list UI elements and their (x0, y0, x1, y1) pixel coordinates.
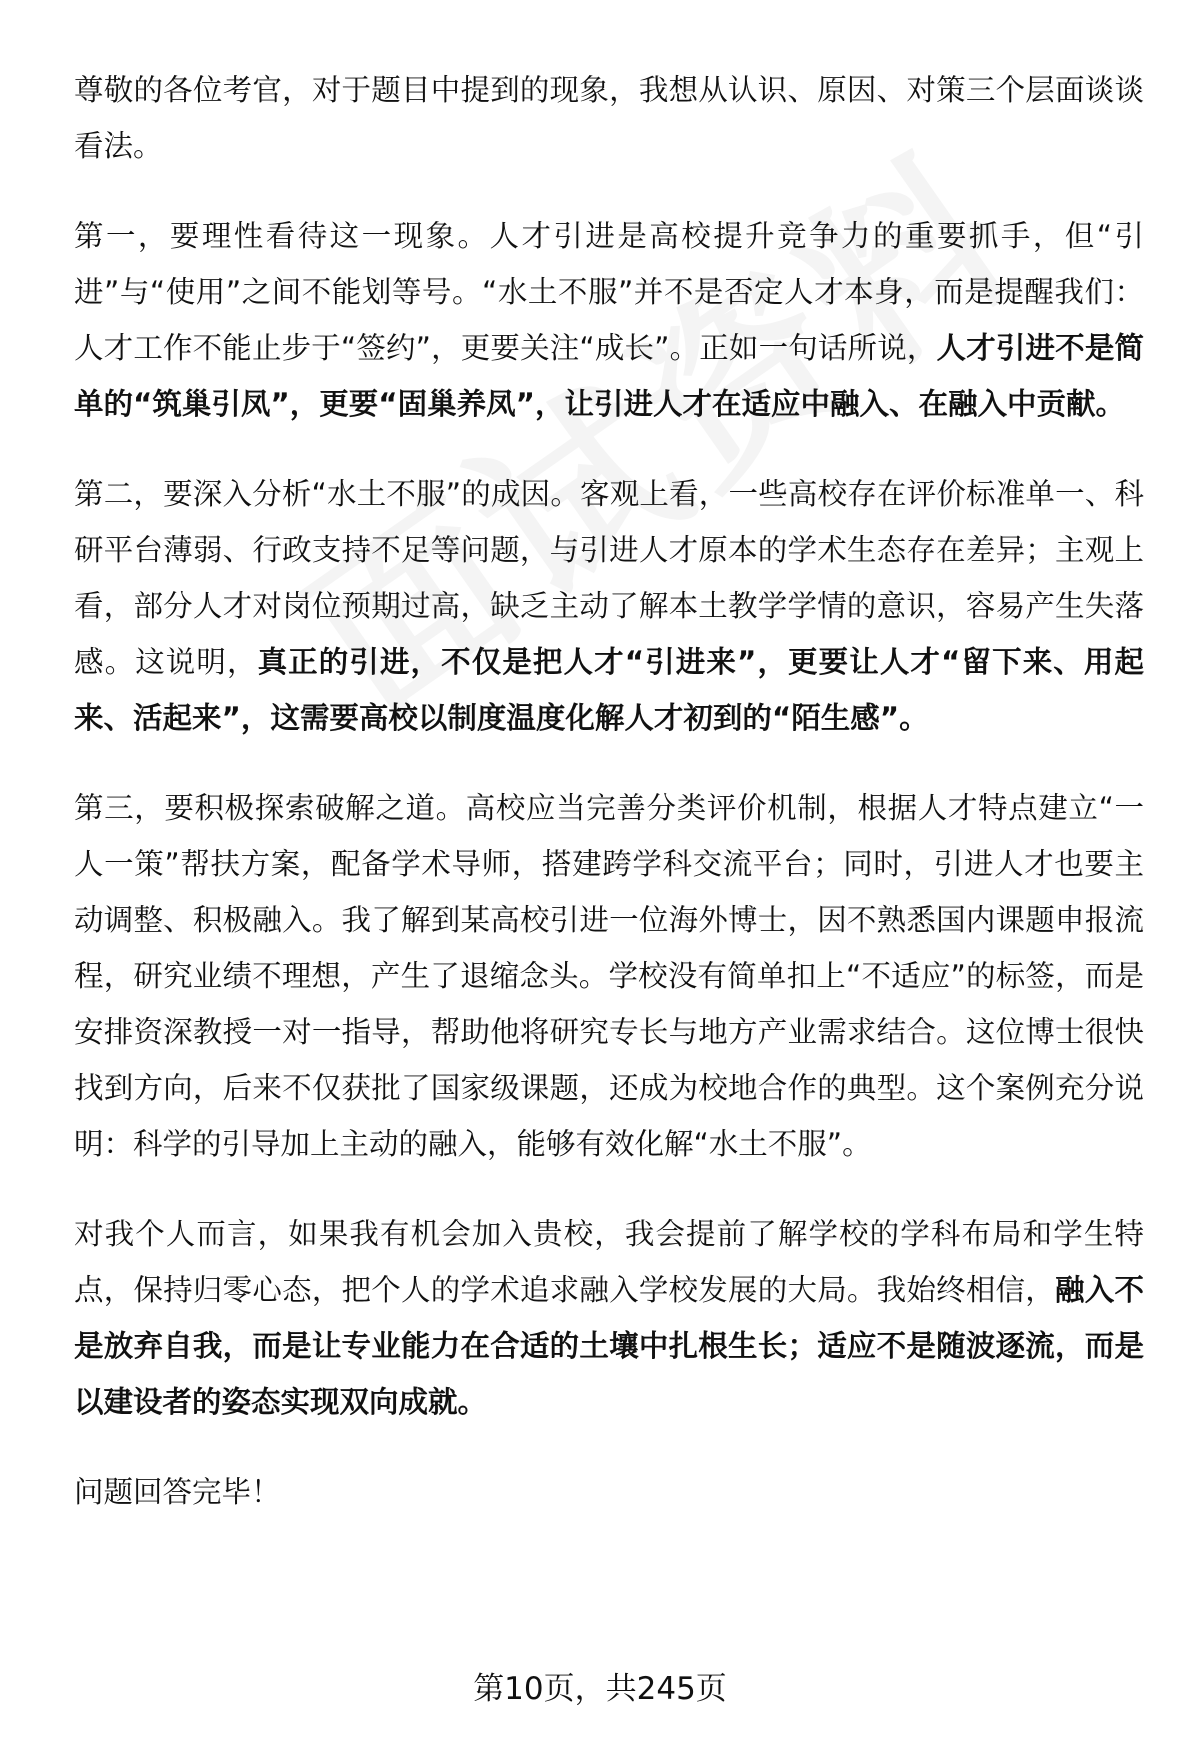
document-body (74, 62, 1144, 1554)
paragraph-text: 第三，要积极探索破解之道。高校应当完善分类评价机制，根据人才特点建立“一人一策”帮扶方案，配备学术导师，搭建跨学科交流平台；同时，引进人才也要主动调整、积极融入。我了解到某高校引进一位海外博士，因不熟悉国内课题申报流程，研究业绩不理想，产生了退缩念头。学校没有简单扣上“不适应”的标签，而是安排资深教授一对一指导，帮助他将研究专长与地方产业需求结合。这位博士很快找到方向，后来不仅获批了国家级课题，还成为校地合作的典型。这个案例充分说明：科学的引导加上主动的融入，能够有效化解“水土不服”。 (74, 791, 1144, 1161)
paragraph-bold-text: 人才引进不是简单的“筑巢引凤”，更要“固巢养凤”，让引进人才在适应中融入、在融入中贡献。 (74, 331, 1144, 421)
paragraph-text: 第一，要理性看待这一现象。人才引进是高校提升竞争力的重要抓手，但“引进”与“使用”之间不能划等号。“水土不服”并不是否定人才本身，而是提醒我们：人才工作不能止步于“签约”，更要关注“成长”。正如一句话所说， (74, 219, 1144, 365)
paragraph-text: 问题回答完毕！ (74, 1475, 281, 1509)
paragraph-intro (74, 62, 1144, 174)
page-number-footer: 第10页，共245页 (473, 1671, 727, 1707)
paragraph-text: 尊敬的各位考官，对于题目中提到的现象，我想从认识、原因、对策三个层面谈谈看法。 (74, 73, 1144, 163)
paragraph-personal (74, 1206, 1144, 1430)
paragraph-third-point (74, 780, 1144, 1172)
paragraph-text: 对我个人而言，如果我有机会加入贵校，我会提前了解学校的学科布局和学生特点，保持归零心态，把个人的学术追求融入学校发展的大局。我始终相信， (74, 1217, 1144, 1307)
paragraph-first-point (74, 208, 1144, 432)
paragraph-text: 第二，要深入分析“水土不服”的成因。客观上看，一些高校存在评价标准单一、科研平台薄弱、行政支持不足等问题，与引进人才原本的学术生态存在差异；主观上看，部分人才对岗位预期过高，缺乏主动了解本土教学学情的意识，容易产生失落感。这说明， (74, 477, 1144, 679)
paragraph-bold-text: 真正的引进，不仅是把人才“引进来”，更要让人才“留下来、用起来、活起来”，这需要高校以制度温度化解人才初到的“陌生感”。 (74, 645, 1144, 735)
paragraph-bold-text: 融入不是放弃自我，而是让专业能力在合适的土壤中扎根生长；适应不是随波逐流，而是以建设者的姿态实现双向成就。 (74, 1273, 1144, 1419)
paragraph-closing (74, 1464, 1144, 1520)
paragraph-second-point (74, 466, 1144, 746)
